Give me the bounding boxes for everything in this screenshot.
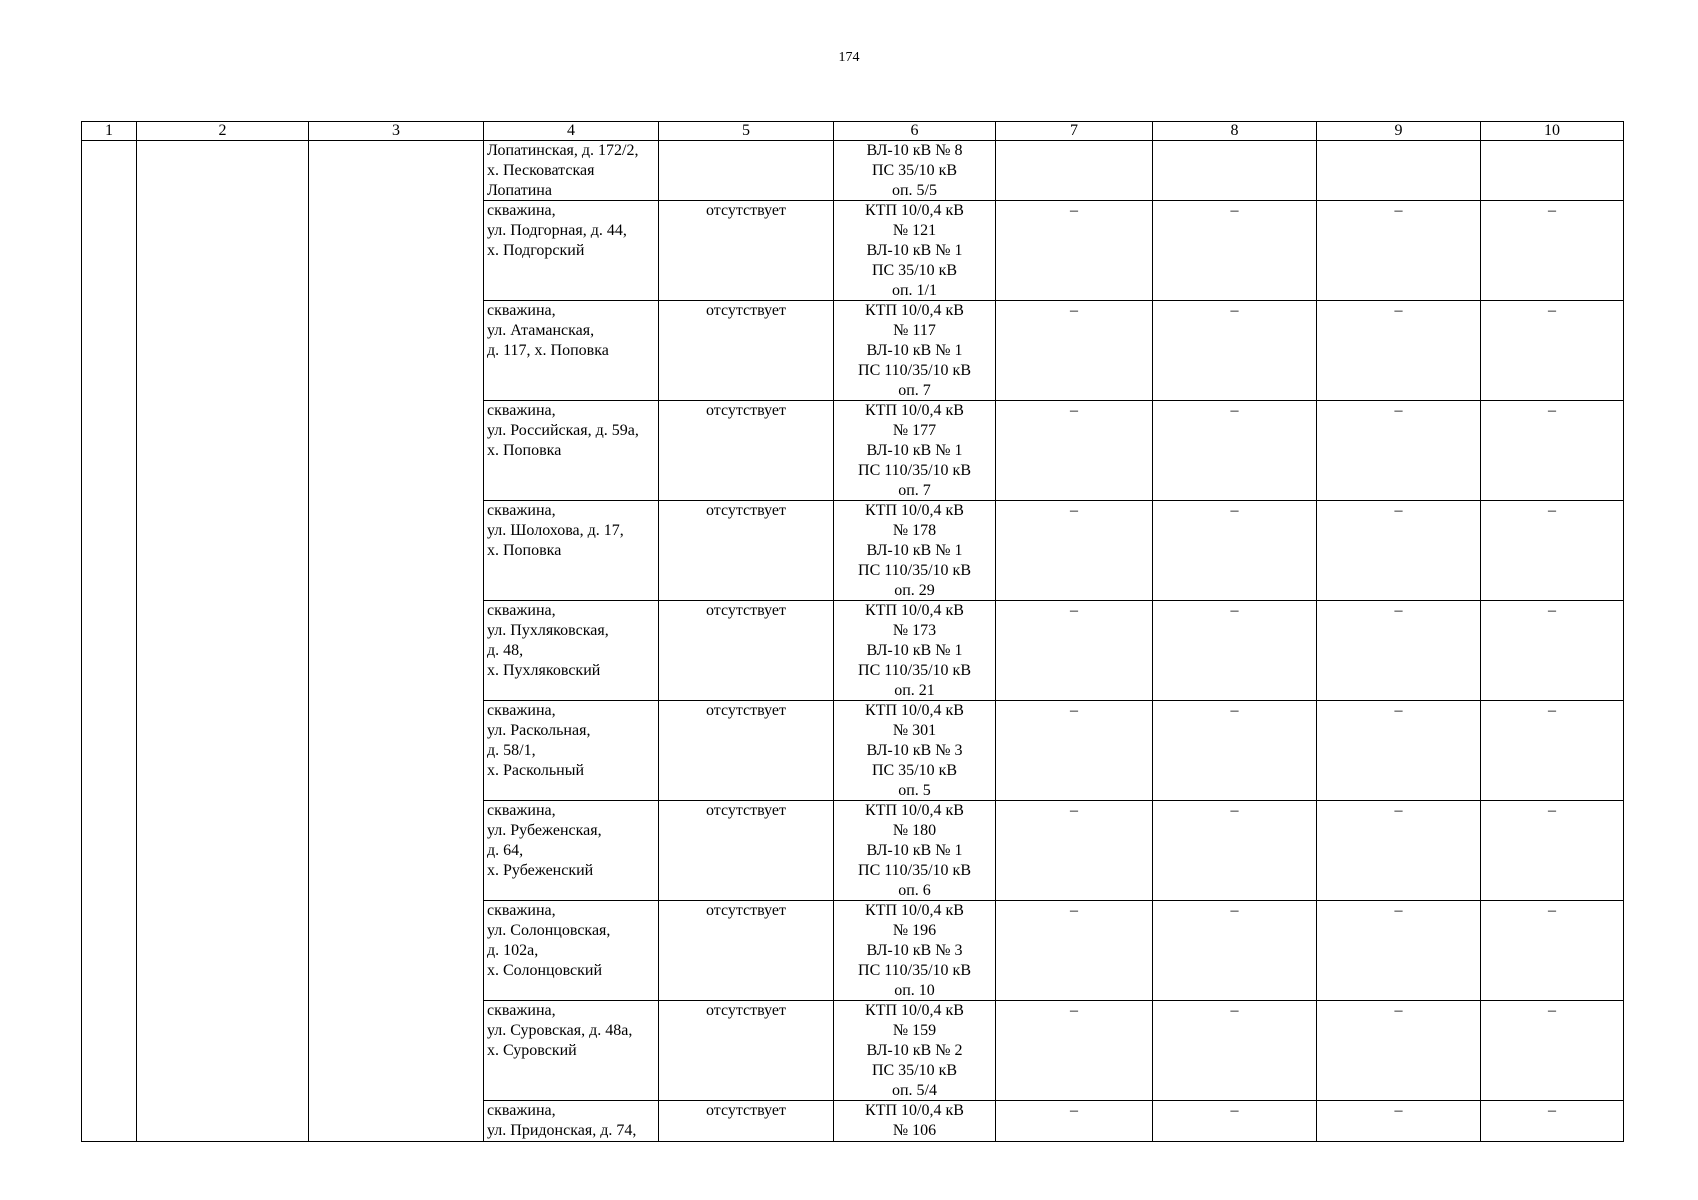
value-cell-c10: – xyxy=(1481,201,1624,301)
page-number: 174 xyxy=(838,50,860,65)
power-source-line: ВЛ-10 кВ № 3 xyxy=(866,741,963,759)
power-source-cell xyxy=(834,601,996,701)
value-cell-c10: – xyxy=(1481,801,1624,901)
value-cell-c7: – xyxy=(996,401,1153,501)
power-source-line: № 173 xyxy=(892,622,937,640)
address-line: д. 102а, xyxy=(487,941,539,959)
address-line: скважина, xyxy=(487,1102,556,1120)
value-cell-c8: – xyxy=(1153,901,1317,1001)
power-source-line: № 301 xyxy=(892,722,937,740)
column-2-cell xyxy=(137,141,309,1142)
address-line: х. Поповка xyxy=(487,541,562,559)
power-source-line: ВЛ-10 кВ № 1 xyxy=(866,241,963,259)
address-line: ул. Подгорная, д. 44, xyxy=(487,222,627,240)
value-cell-c8: – xyxy=(1153,601,1317,701)
address-line: х. Пухляковский xyxy=(487,661,601,679)
object-address-cell xyxy=(484,141,659,201)
address-line: Лопатинская, д. 172/2, xyxy=(487,142,639,159)
value-cell-c9: – xyxy=(1317,1001,1481,1101)
address-line: ул. Раскольная, xyxy=(487,722,591,740)
address-line: ул. Придонская, д. 74, xyxy=(487,1122,637,1140)
value-cell-c7: – xyxy=(996,301,1153,401)
object-address-cell xyxy=(484,801,659,901)
power-source-line: КТП 10/0,4 кВ xyxy=(865,1102,964,1120)
value-cell-c10: – xyxy=(1481,701,1624,801)
power-source-cell xyxy=(834,701,996,801)
address-line: д. 117, х. Поповка xyxy=(487,341,609,359)
header-row xyxy=(82,122,1624,141)
value-cell-c8: – xyxy=(1153,1101,1317,1142)
object-address-cell xyxy=(484,601,659,701)
address-line: ул. Атаманская, xyxy=(487,322,595,340)
power-source-cell xyxy=(834,501,996,601)
power-source-line: ВЛ-10 кВ № 1 xyxy=(866,541,963,559)
address-line: х. Солонцовский xyxy=(487,961,603,979)
address-line: ул. Суровская, д. 48а, xyxy=(487,1022,633,1040)
value-cell-c8: – xyxy=(1153,501,1317,601)
object-address-cell xyxy=(484,1101,659,1142)
value-cell-c9: – xyxy=(1317,301,1481,401)
power-source-line: оп. 6 xyxy=(898,881,931,899)
power-source-cell xyxy=(834,141,996,201)
address-line: х. Рубеженский xyxy=(487,861,594,879)
power-source-line: оп. 10 xyxy=(894,981,935,999)
power-source-cell xyxy=(834,201,996,301)
value-cell-c10: – xyxy=(1481,901,1624,1001)
address-line: х. Поповка xyxy=(487,441,562,459)
power-source-line: ПС 35/10 кВ xyxy=(871,761,958,779)
object-address-cell xyxy=(484,301,659,401)
power-source-line: КТП 10/0,4 кВ xyxy=(865,702,964,720)
status-cell: отсутствует xyxy=(659,1001,834,1101)
address-line: д. 58/1, xyxy=(487,741,536,759)
power-source-line: КТП 10/0,4 кВ xyxy=(865,202,964,220)
status-cell: отсутствует xyxy=(659,601,834,701)
value-cell-c8: – xyxy=(1153,701,1317,801)
power-source-line: ПС 110/35/10 кВ xyxy=(858,361,971,379)
address-line: скважина, xyxy=(487,802,556,820)
data-table xyxy=(81,121,1624,1142)
value-cell-c10 xyxy=(1481,141,1624,201)
value-cell-c10: – xyxy=(1481,1101,1624,1142)
power-source-line: ПС 110/35/10 кВ xyxy=(858,861,971,879)
address-line: х. Подгорский xyxy=(487,241,585,259)
object-address-cell xyxy=(484,401,659,501)
column-header: 5 xyxy=(659,122,834,141)
address-line: ул. Солонцовская, xyxy=(487,922,611,940)
power-source-line: ПС 35/10 кВ xyxy=(871,161,958,179)
column-header: 6 xyxy=(834,122,996,141)
power-source-line: № 106 xyxy=(892,1122,937,1140)
value-cell-c9: – xyxy=(1317,601,1481,701)
value-cell-c10: – xyxy=(1481,501,1624,601)
power-source-line: оп. 5 xyxy=(898,781,931,799)
column-header: 2 xyxy=(137,122,309,141)
address-line: ул. Российская, д. 59а, xyxy=(487,422,639,440)
power-source-line: № 196 xyxy=(892,922,937,940)
power-source-line: КТП 10/0,4 кВ xyxy=(865,602,964,620)
power-source-line: ВЛ-10 кВ № 3 xyxy=(866,941,963,959)
power-source-line: оп. 5/5 xyxy=(891,181,937,199)
column-header: 10 xyxy=(1481,122,1624,141)
power-source-cell xyxy=(834,301,996,401)
power-source-cell xyxy=(834,1001,996,1101)
object-address-cell xyxy=(484,701,659,801)
column-1-cell xyxy=(82,141,137,1142)
power-source-line: ПС 110/35/10 кВ xyxy=(858,461,971,479)
power-source-line: ВЛ-10 кВ № 1 xyxy=(866,341,963,359)
power-source-line: оп. 21 xyxy=(894,681,935,699)
value-cell-c9: – xyxy=(1317,801,1481,901)
column-header: 4 xyxy=(484,122,659,141)
power-source-line: ПС 110/35/10 кВ xyxy=(858,961,971,979)
object-address-cell xyxy=(484,201,659,301)
address-line: Лопатина xyxy=(487,181,552,199)
object-address-cell xyxy=(484,901,659,1001)
value-cell-c10: – xyxy=(1481,1001,1624,1101)
address-line: скважина, xyxy=(487,502,556,520)
status-cell: отсутствует xyxy=(659,901,834,1001)
power-source-line: № 178 xyxy=(892,522,937,540)
status-cell xyxy=(659,141,834,201)
address-line: скважина, xyxy=(487,902,556,920)
power-source-line: КТП 10/0,4 кВ xyxy=(865,402,964,420)
status-cell: отсутствует xyxy=(659,501,834,601)
power-source-line: КТП 10/0,4 кВ xyxy=(865,502,964,520)
value-cell-c7 xyxy=(996,141,1153,201)
power-source-line: КТП 10/0,4 кВ xyxy=(865,802,964,820)
column-header: 1 xyxy=(82,122,137,141)
value-cell-c8: – xyxy=(1153,401,1317,501)
address-line: х. Песковатская xyxy=(487,161,595,179)
address-line: х. Раскольный xyxy=(487,761,585,779)
value-cell-c7: – xyxy=(996,601,1153,701)
value-cell-c10: – xyxy=(1481,601,1624,701)
value-cell-c9: – xyxy=(1317,201,1481,301)
value-cell-c7: – xyxy=(996,901,1153,1001)
value-cell-c7: – xyxy=(996,801,1153,901)
power-source-line: № 180 xyxy=(892,822,937,840)
value-cell-c9: – xyxy=(1317,501,1481,601)
value-cell-c10: – xyxy=(1481,401,1624,501)
value-cell-c7: – xyxy=(996,501,1153,601)
column-header: 8 xyxy=(1153,122,1317,141)
power-source-line: ПС 35/10 кВ xyxy=(871,261,958,279)
power-source-line: оп. 7 xyxy=(898,481,931,499)
power-source-cell xyxy=(834,401,996,501)
address-line: ул. Шолохова, д. 17, xyxy=(487,522,624,540)
address-line: ул. Рубеженская, xyxy=(487,822,602,840)
power-source-line: оп. 29 xyxy=(894,581,935,599)
power-source-line: ПС 110/35/10 кВ xyxy=(858,561,971,579)
value-cell-c9: – xyxy=(1317,401,1481,501)
value-cell-c9 xyxy=(1317,141,1481,201)
column-header: 9 xyxy=(1317,122,1481,141)
power-source-line: № 121 xyxy=(892,222,937,240)
object-address-cell xyxy=(484,501,659,601)
power-source-line: ВЛ-10 кВ № 1 xyxy=(866,641,963,659)
address-line: скважина, xyxy=(487,1002,556,1020)
value-cell-c9: – xyxy=(1317,1101,1481,1142)
power-source-line: ВЛ-10 кВ № 8 xyxy=(866,142,963,159)
status-cell: отсутствует xyxy=(659,201,834,301)
column-header: 7 xyxy=(996,122,1153,141)
power-source-line: ВЛ-10 кВ № 1 xyxy=(866,441,963,459)
value-cell-c8 xyxy=(1153,141,1317,201)
status-cell: отсутствует xyxy=(659,301,834,401)
address-line: скважина, xyxy=(487,302,556,320)
power-source-line: № 117 xyxy=(893,322,936,340)
column-3-cell xyxy=(309,141,484,1142)
value-cell-c8: – xyxy=(1153,301,1317,401)
power-source-line: оп. 1/1 xyxy=(891,281,937,299)
value-cell-c8: – xyxy=(1153,1001,1317,1101)
value-cell-c7: – xyxy=(996,1001,1153,1101)
address-line: ул. Пухляковская, xyxy=(487,622,609,640)
power-source-cell xyxy=(834,901,996,1001)
object-address-cell xyxy=(484,1001,659,1101)
power-source-line: оп. 5/4 xyxy=(891,1081,937,1099)
status-cell: отсутствует xyxy=(659,701,834,801)
power-source-line: КТП 10/0,4 кВ xyxy=(865,1002,964,1020)
value-cell-c7: – xyxy=(996,1101,1153,1142)
power-source-cell xyxy=(834,1101,996,1142)
power-source-line: оп. 7 xyxy=(898,381,931,399)
power-source-line: КТП 10/0,4 кВ xyxy=(865,302,964,320)
power-source-line: № 177 xyxy=(892,422,937,440)
power-source-line: КТП 10/0,4 кВ xyxy=(865,902,964,920)
table-row xyxy=(82,141,1624,201)
power-source-line: № 159 xyxy=(892,1022,937,1040)
address-line: скважина, xyxy=(487,702,556,720)
status-cell: отсутствует xyxy=(659,1101,834,1142)
power-source-line: ПС 110/35/10 кВ xyxy=(858,661,971,679)
power-source-cell xyxy=(834,801,996,901)
value-cell-c7: – xyxy=(996,701,1153,801)
value-cell-c8: – xyxy=(1153,201,1317,301)
power-source-line: ПС 35/10 кВ xyxy=(871,1061,958,1079)
address-line: д. 48, xyxy=(487,641,524,659)
power-source-line: ВЛ-10 кВ № 2 xyxy=(866,1041,963,1059)
address-line: скважина, xyxy=(487,602,556,620)
address-line: х. Суровский xyxy=(487,1041,577,1059)
status-cell: отсутствует xyxy=(659,801,834,901)
power-source-line: ВЛ-10 кВ № 1 xyxy=(866,841,963,859)
value-cell-c9: – xyxy=(1317,701,1481,801)
value-cell-c10: – xyxy=(1481,301,1624,401)
address-line: скважина, xyxy=(487,202,556,220)
value-cell-c8: – xyxy=(1153,801,1317,901)
value-cell-c9: – xyxy=(1317,901,1481,1001)
status-cell: отсутствует xyxy=(659,401,834,501)
column-header: 3 xyxy=(309,122,484,141)
value-cell-c7: – xyxy=(996,201,1153,301)
address-line: д. 64, xyxy=(487,841,524,859)
address-line: скважина, xyxy=(487,402,556,420)
